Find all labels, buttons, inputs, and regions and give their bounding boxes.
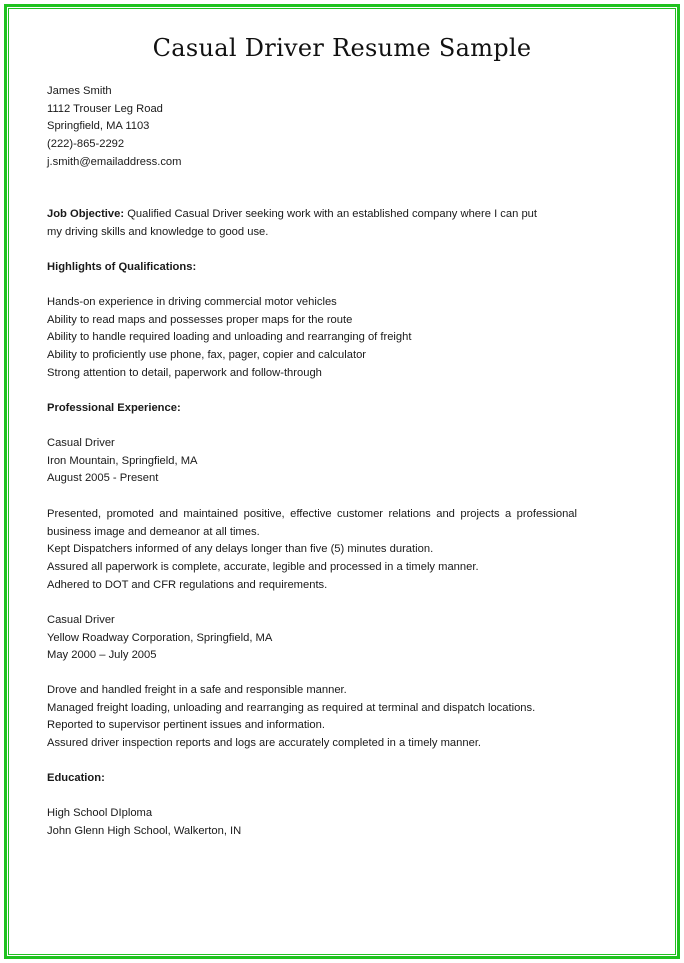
duty-item: Assured driver inspection reports and logs are accurately completed in a timely manner.	[47, 737, 482, 750]
job-dates: May 2000 – July 2005	[47, 649, 157, 662]
education-block	[47, 805, 577, 840]
list-item: Ability to proficiently use phone, fax, pager, copier and calculator	[47, 349, 367, 362]
contact-block	[47, 83, 577, 172]
objective-label: Job Objective:	[47, 208, 125, 220]
duty-item: Drove and handled freight in a safe and responsible manner.	[47, 684, 347, 696]
job-dates: August 2005 - Present	[47, 472, 159, 485]
job-1-duties	[47, 506, 577, 595]
objective-section	[47, 206, 577, 241]
contact-email: j.smith@emailaddress.com	[47, 155, 182, 168]
job-title: Casual Driver	[47, 437, 115, 449]
job-1-header	[47, 435, 577, 488]
list-item: Ability to read maps and possesses proper maps for the route	[47, 313, 353, 326]
education-degree: High School DIploma	[47, 807, 153, 819]
duty-item: Adhered to DOT and CFR regulations and requirements.	[47, 578, 328, 591]
contact-phone: (222)-865-2292	[47, 138, 125, 151]
duty-item: Kept Dispatchers informed of any delays longer than five (5) minutes duration.	[47, 543, 434, 556]
list-item: Strong attention to detail, paperwork and follow-through	[47, 366, 322, 379]
contact-name: James Smith	[47, 85, 112, 97]
education-school: John Glenn High School, Walkerton, IN	[47, 824, 242, 837]
job-company: Iron Mountain, Springfield, MA	[47, 454, 198, 467]
contact-street: 1112 Trouser Leg Road	[47, 102, 163, 115]
duty-item: Reported to supervisor pertinent issues and information.	[47, 719, 325, 732]
list-item: Ability to handle required loading and unloading and rearranging of freight	[47, 331, 412, 344]
job-2-duties	[47, 682, 577, 753]
objective-text-line2: my driving skills and knowledge to good use.	[47, 225, 269, 238]
education-heading: Education:	[47, 772, 105, 784]
job-2-header	[47, 612, 577, 665]
contact-city: Springfield, MA 1103	[47, 120, 150, 133]
duty-item: Assured all paperwork is complete, accurate, legible and processed in a timely manner.	[47, 561, 479, 574]
list-item: Hands-on experience in driving commercial motor vehicles	[47, 296, 337, 308]
duty-item: Presented, promoted and maintained positive, effective customer relations and projects a professional business image and demeanor at all times.	[47, 508, 577, 538]
job-title: Casual Driver	[47, 614, 115, 626]
job-company: Yellow Roadway Corporation, Springfield, MA	[47, 631, 273, 644]
experience-heading: Professional Experience:	[47, 402, 181, 414]
qualifications-heading: Highlights of Qualifications:	[47, 261, 197, 273]
duty-item: Managed freight loading, unloading and rearranging as required at terminal and dispatch locations.	[47, 701, 536, 714]
objective-text-line1: Qualified Casual Driver seeking work with an established company where I can put	[127, 208, 537, 220]
qualifications-list	[47, 294, 577, 383]
page-title: Casual Driver Resume Sample	[152, 34, 532, 62]
